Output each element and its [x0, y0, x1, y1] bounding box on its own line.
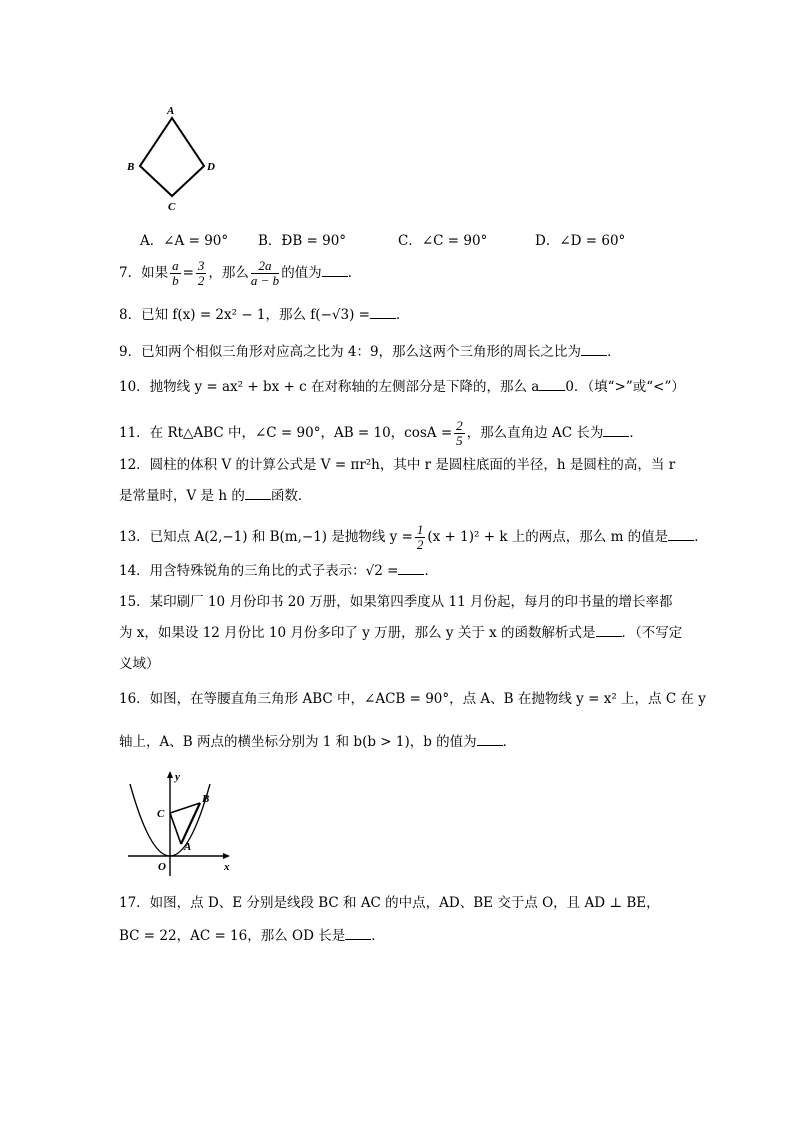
- q11-end: ．: [629, 425, 643, 441]
- q7-frac-3-2: $\frac{3}{2}$: [197, 258, 205, 288]
- fig16-label-A: A: [184, 841, 192, 853]
- q7-mid: ，那么: [208, 265, 249, 281]
- question-12-line1: 12．圆柱的体积 V 的计算公式是 V = πr²h，其中 r 是圆柱底面的半径，h 是圆柱的高，当 r: [119, 457, 676, 473]
- q10-text2: 0．（填“>”或“<”）: [565, 379, 685, 395]
- q14-answer-blank[interactable]: [398, 562, 424, 575]
- fig16-label-O: O: [158, 861, 166, 873]
- question-16-line2: [119, 733, 516, 751]
- q7-pre: 7．如果: [119, 265, 169, 281]
- fig16-label-C: C: [157, 808, 165, 820]
- q11-frac: $\frac{2}{5}$: [456, 418, 463, 448]
- q13-frac: $\frac{1}{2}$: [416, 522, 424, 552]
- q11-pre: 11．在 Rt△ABC 中，∠C = 90°，AB = 10，cosA =: [119, 425, 453, 441]
- q6-option-c: C．∠C = 90°: [398, 233, 488, 249]
- kite-figure: [120, 100, 230, 215]
- q10-answer-blank[interactable]: [539, 378, 565, 391]
- q11-answer-blank[interactable]: [603, 424, 629, 437]
- q13-post: (x + 1)² + k 上的两点，那么 m 的值是: [427, 529, 669, 545]
- question-10: [119, 378, 685, 396]
- q13-end: ．: [694, 529, 708, 545]
- fig16-label-x: x: [224, 861, 230, 873]
- q6-option-b: B．ÐB = 90°: [258, 233, 347, 249]
- kite-shape: [140, 118, 204, 196]
- q10-text1: 10．抛物线 y = ax² + bx + c 在对称轴的左侧部分是下降的，那么 a: [119, 379, 540, 395]
- label-C: C: [168, 201, 176, 213]
- label-B: B: [127, 161, 135, 173]
- q12-answer-blank[interactable]: [245, 487, 271, 500]
- y-axis-arrow: [167, 771, 173, 778]
- fig16-label-y: y: [175, 771, 180, 783]
- q15-line2-post: ．（不写定: [621, 625, 683, 641]
- question-12-line2: [119, 487, 311, 505]
- q6-option-d: D．∠D = 60°: [535, 233, 626, 249]
- q12-line2-post: 函数．: [270, 488, 312, 504]
- question-15-line1: 15．某印刷厂 10 月份印书 20 万册，如果第四季度从 11 月份起，每月的印书量的增长率都: [119, 594, 673, 610]
- q14-end: ．: [424, 563, 438, 579]
- question-17-line2: [119, 927, 385, 945]
- question-8: [119, 306, 409, 324]
- q12-line2-pre: 是常量时，V 是 h 的: [119, 488, 245, 504]
- q8-end: ．: [395, 307, 410, 323]
- q16-line2-pre: 轴上，A、B 两点的横坐标分别为 1 和 b(b > 1)，b 的值为: [119, 734, 477, 750]
- question-17-line1: 17．如图，点 D、E 分别是线段 BC 和 AC 的中点，AD、BE 交于点 O，且 AD ⊥ BE，: [119, 895, 660, 911]
- q11-post: ，那么直角边 AC 长为: [466, 425, 604, 441]
- question-15-line3: 义域）: [119, 656, 160, 672]
- q6-option-a: A．∠A = 90°: [140, 233, 229, 249]
- q9-text: 9．已知两个相似三角形对应高之比为 4：9，那么这两个三角形的周长之比为: [119, 344, 582, 360]
- label-D: D: [207, 161, 215, 173]
- q9-answer-blank[interactable]: [581, 343, 607, 356]
- q17-line2-end: ．: [371, 928, 385, 944]
- q7-frac-a-b: $\frac{a}{b}$: [172, 258, 179, 288]
- q14-text: 14．用含特殊锐角的三角比的式子表示：√2 =: [119, 563, 399, 579]
- q17-answer-blank[interactable]: [345, 927, 371, 940]
- q7-eq: =: [182, 265, 194, 281]
- segment-CA: [170, 813, 181, 844]
- q16-line2-end: ．: [502, 734, 517, 750]
- fig16-label-B: B: [202, 793, 210, 805]
- q9-end: ．: [607, 344, 621, 360]
- question-13: [119, 523, 708, 552]
- question-11: [119, 419, 643, 448]
- parabola-figure: [120, 768, 240, 878]
- x-axis-arrow: [223, 853, 230, 859]
- q15-answer-blank[interactable]: [596, 624, 622, 637]
- q8-answer-blank[interactable]: [370, 306, 396, 319]
- question-15-line2: [119, 624, 682, 642]
- q7-end: ．: [347, 265, 362, 281]
- question-14: [119, 562, 438, 580]
- q15-line2-pre: 为 x，如果设 12 月份比 10 月份多印了 y 万册，那么 y 关于 x 的函数解析式是: [119, 625, 596, 641]
- label-A: A: [167, 105, 175, 117]
- question-16-line1: 16．如图，在等腰直角三角形 ABC 中，∠ACB = 90°，点 A、B 在抛物线 y = x² 上，点 C 在 y: [119, 691, 706, 707]
- question-7: [119, 259, 361, 288]
- question-9: [119, 343, 621, 361]
- q13-answer-blank[interactable]: [668, 528, 694, 541]
- q8-text: 8．已知 f(x) = 2x² − 1，那么 f(−√3) =: [119, 307, 370, 323]
- q16-answer-blank[interactable]: [477, 733, 503, 746]
- q17-line2-pre: BC = 22，AC = 16，那么 OD 长是: [119, 928, 346, 944]
- q7-answer-blank[interactable]: [322, 264, 348, 277]
- q7-post: 的值为: [281, 265, 322, 281]
- q13-pre: 13．已知点 A(2,−1) 和 B(m,−1) 是抛物线 y =: [119, 529, 413, 545]
- q7-frac-2a: $\frac{2a}{a - b}$: [250, 258, 280, 288]
